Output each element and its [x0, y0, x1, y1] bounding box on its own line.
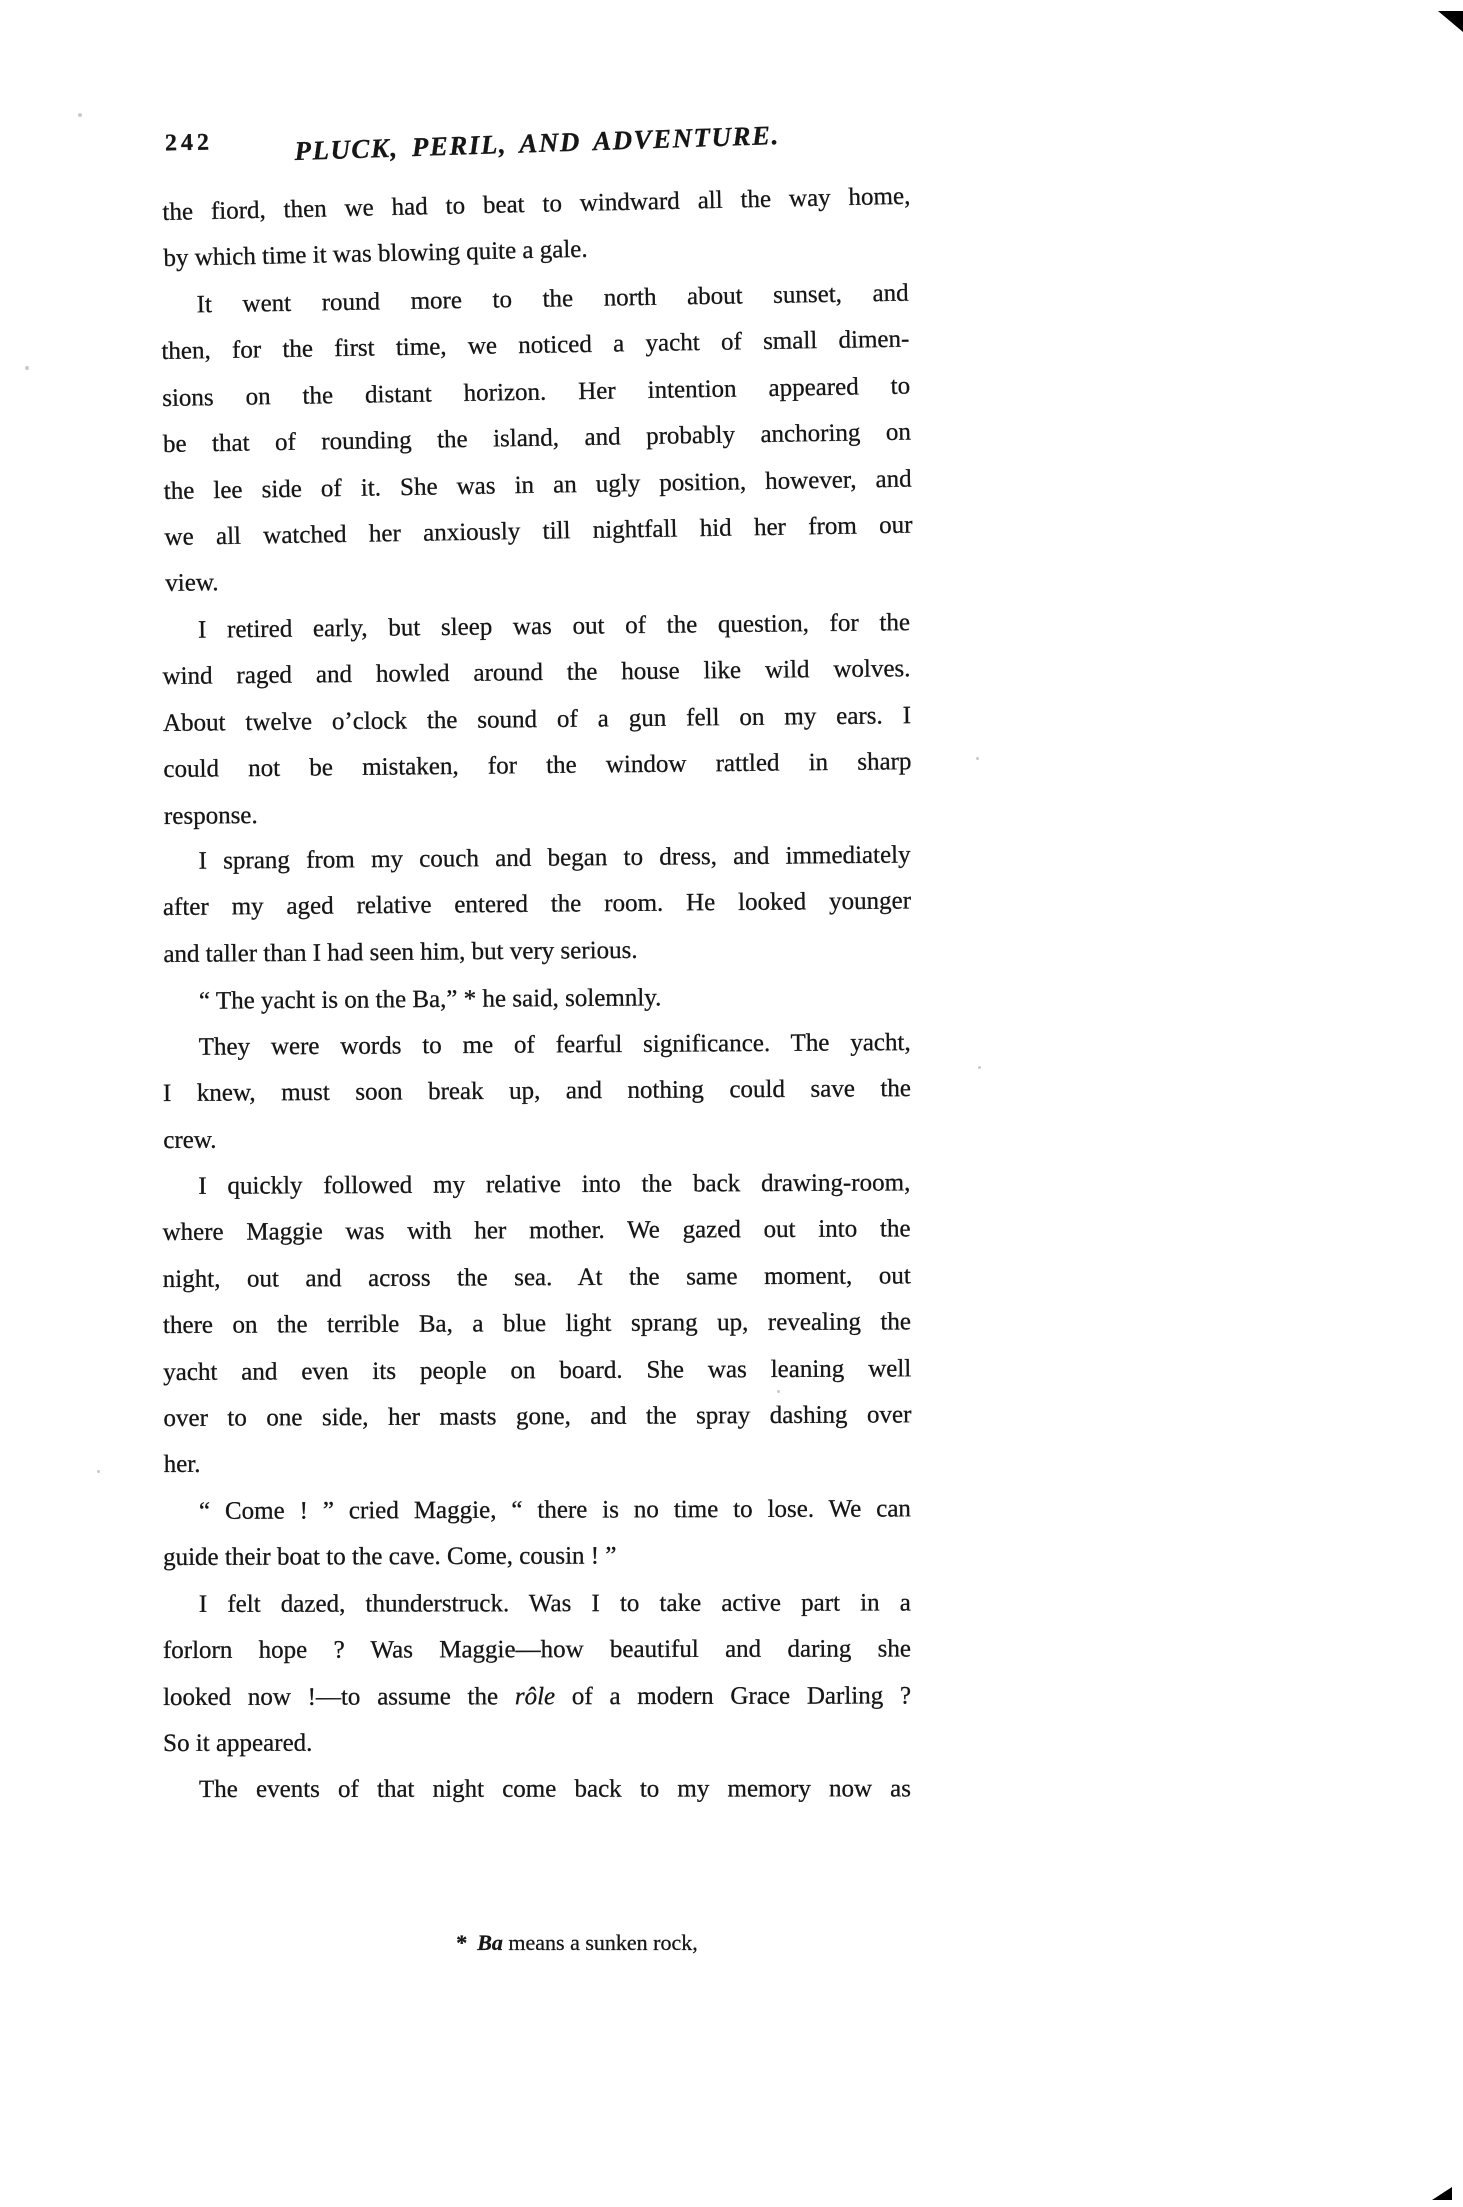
- text-line: we all watched her anxiously till nightfall hid her from our: [164, 511, 913, 551]
- text-line: The events of that night come back to my memory now as: [198, 1775, 912, 1804]
- text-line: So it appeared.: [163, 1729, 313, 1757]
- paragraph: [162, 600, 912, 840]
- paragraph: [162, 833, 911, 979]
- text-line: forlorn hope ? Was Maggie—how beautiful and daring she: [162, 1635, 911, 1665]
- text-line: [163, 1673, 911, 1721]
- text-line: night, out and across the sea. At the same moment, out: [162, 1262, 911, 1293]
- paragraph: [163, 1486, 911, 1581]
- text-segment: of a modern Grace Darling ?: [555, 1681, 912, 1710]
- text-line: I retired early, but sleep was out of the question, for the: [197, 608, 911, 644]
- text-line: yacht and even its people on board. She was leaning well: [163, 1355, 912, 1386]
- text-line: They were words to me of fearful significance. The yacht,: [198, 1029, 911, 1061]
- scan-speck: [976, 757, 979, 760]
- corner-artifact-bottom-right: [1432, 2187, 1452, 2200]
- footnote-term: Ba: [477, 1930, 503, 1955]
- footnote-text: means a sunken rock,: [502, 1930, 698, 1955]
- text-line: the fiord, then we had to beat to windward all the way home,: [162, 182, 911, 227]
- paragraph: [163, 1580, 911, 1767]
- scan-speck: [978, 1066, 981, 1069]
- paragraph: [163, 1767, 911, 1814]
- text-line: there on the terrible Ba, a blue light sprang up, revealing the: [162, 1308, 912, 1340]
- italic-term: rôle: [514, 1682, 556, 1710]
- text-line: the lee side of it. She was in an ugly position, however, and: [163, 464, 912, 505]
- footnote-marker: *: [456, 1930, 468, 1955]
- paragraph: [162, 174, 912, 283]
- text-line: could not be mistaken, for the window rattled in sharp: [163, 747, 912, 783]
- text-line: wind raged and howled around the house like wild wolves.: [162, 655, 911, 690]
- paragraph: [163, 973, 911, 1025]
- running-header-title: PLUCK, PERIL, AND ADVENTURE.: [293, 119, 781, 167]
- footnote: [163, 1930, 911, 1956]
- text-line: where Maggie was with her mother. We gazed out into the: [162, 1215, 911, 1247]
- text-line: response.: [163, 801, 258, 830]
- text-line: her.: [163, 1451, 201, 1479]
- text-line: sions on the distant horizon. Her intention appeared to: [161, 372, 911, 412]
- text-line: and taller than I had seen him, but very serious.: [163, 937, 638, 969]
- text-line: It went round more to the north about sunset, and: [196, 279, 909, 319]
- running-header: [163, 119, 911, 167]
- text-line: crew.: [163, 1126, 217, 1154]
- page-number: 242: [164, 129, 214, 157]
- text-line: I sprang from my couch and began to dress, and immediately: [198, 841, 911, 876]
- text-line: “ The yacht is on the Ba,” * he said, solemnly.: [198, 983, 662, 1015]
- text-line: then, for the first time, we noticed a yacht of small dimen-: [161, 325, 910, 366]
- text-line: view.: [165, 569, 219, 598]
- text-line: over to one side, her masts gone, and the spray dashing over: [163, 1401, 912, 1433]
- text-line: I felt dazed, thunderstruck. Was I to take active part in a: [198, 1589, 911, 1618]
- paragraph: [160, 270, 913, 607]
- scan-speck: [777, 1390, 780, 1393]
- body-text: [161, 182, 913, 1814]
- scan-speck: [78, 113, 82, 117]
- text-line: “ Come ! ” cried Maggie, “ there is no time to lose. We can: [198, 1495, 911, 1525]
- paragraph: [162, 1161, 912, 1489]
- text-line: after my aged relative entered the room. He looked younger: [162, 888, 912, 922]
- scan-speck: [97, 1470, 100, 1473]
- text-line: I quickly followed my relative into the back drawing-room,: [198, 1169, 911, 1201]
- corner-artifact-top-right: [1438, 11, 1463, 32]
- text-segment: looked now !—to assume the: [163, 1682, 515, 1711]
- text-line: About twelve o’clock the sound of a gun fell on my ears. I: [162, 701, 912, 737]
- text-line: be that of rounding the island, and probably anchoring on: [162, 418, 912, 458]
- paragraph: [163, 1020, 912, 1164]
- text-line: guide their boat to the cave. Come, cousin ! ”: [163, 1542, 617, 1572]
- scan-speck: [25, 366, 29, 370]
- text-line: by which time it was blowing quite a gale.: [163, 236, 588, 273]
- text-line: I knew, must soon break up, and nothing could save the: [162, 1075, 912, 1108]
